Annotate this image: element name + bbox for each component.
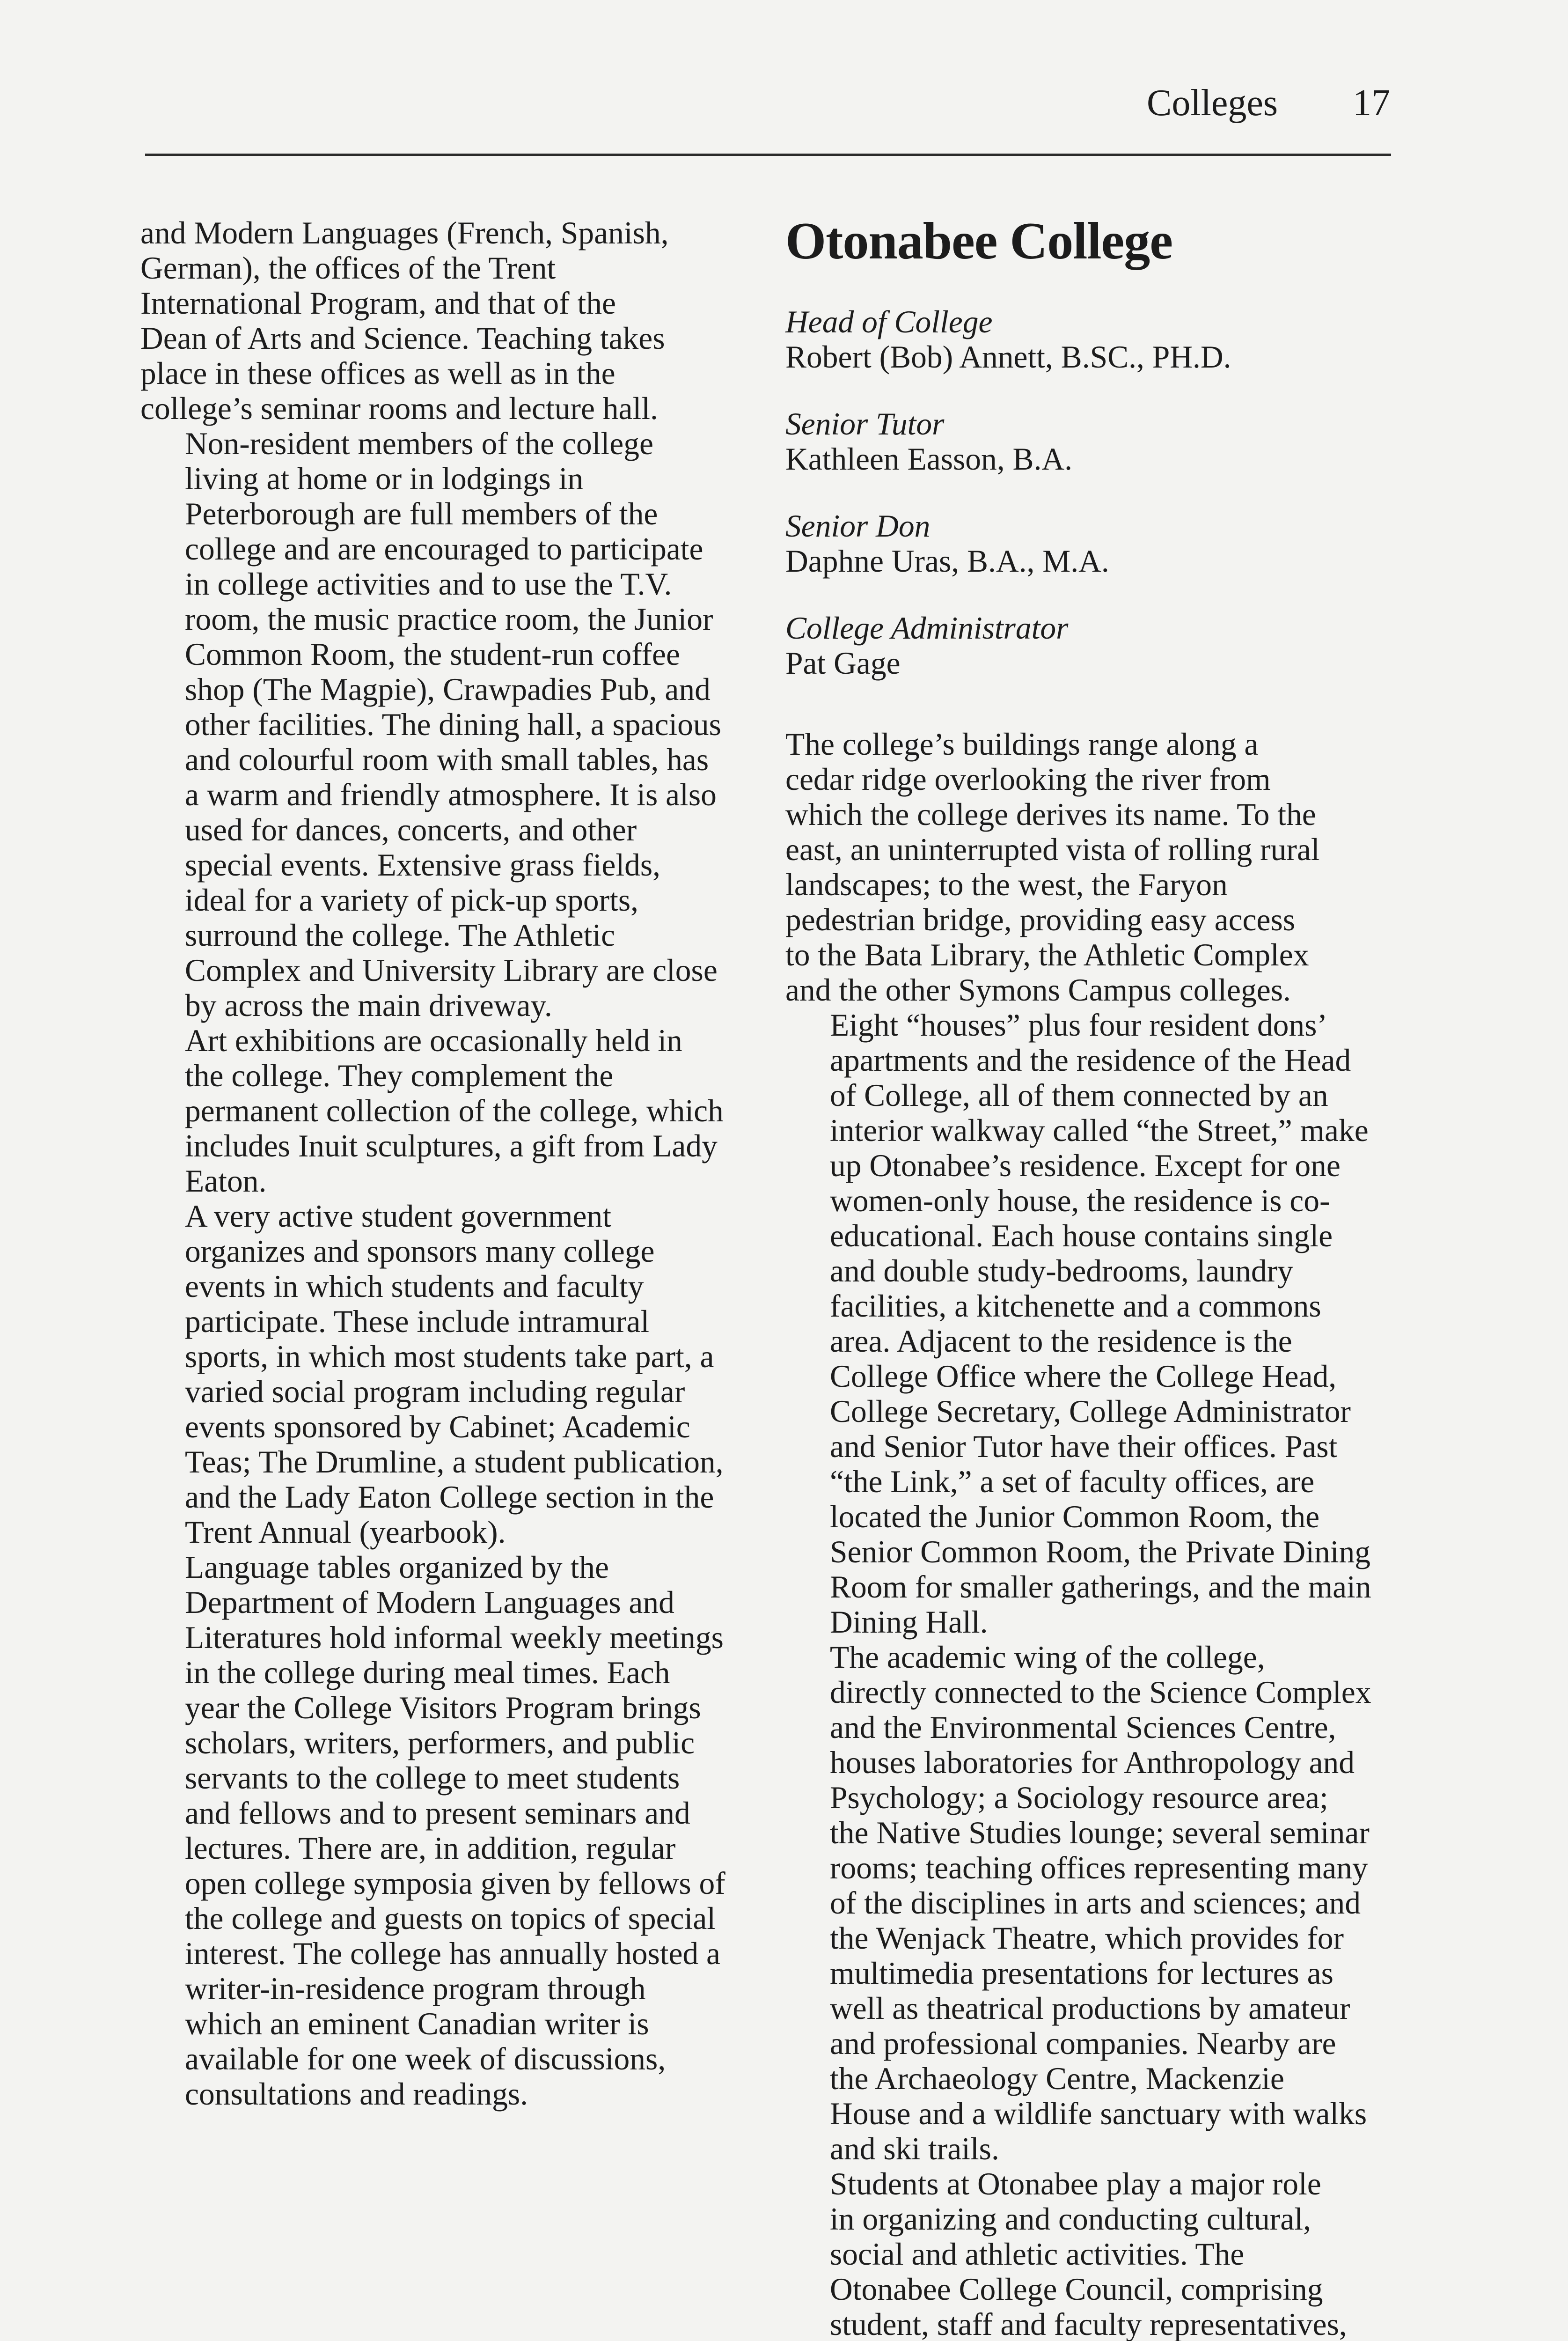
text-line: and ski trails. (830, 2131, 999, 2166)
text-line: which the college derives its name. To the (785, 797, 1316, 832)
text-line: Students at Otonabee play a major role (830, 2166, 1321, 2201)
text-line: servants to the college to meet students (185, 1760, 680, 1796)
text-line: multimedia presentations for lectures as (830, 1956, 1334, 1991)
text-line: Dining Hall. (830, 1605, 988, 1640)
text-line: shop (The Magpie), Crawpadies Pub, and (185, 672, 711, 707)
text-line: area. Adjacent to the residence is the (830, 1324, 1292, 1359)
page-number: 17 (1353, 82, 1390, 124)
paragraph (140, 1199, 744, 1550)
text-line: of College, all of them connected by an (830, 1078, 1328, 1113)
text-line: Peterborough are full members of the (185, 496, 658, 531)
text-line: apartments and the residence of the Head (830, 1043, 1351, 1078)
text-line: interest. The college has annually hosted a (185, 1936, 721, 1971)
text-line: Teas; The Drumline, a student publication, (185, 1444, 724, 1480)
officer-role: Senior Tutor (785, 406, 945, 442)
text-line: and professional companies. Nearby are (830, 2026, 1336, 2061)
text-line: Eaton. (185, 1163, 267, 1199)
text-line: and double study-bedrooms, laundry (830, 1253, 1293, 1288)
text-line: directly connected to the Science Complex (830, 1675, 1371, 1710)
text-line: living at home or in lodgings in (185, 461, 584, 496)
text-line: the college. They complement the (185, 1058, 614, 1093)
text-line: Art exhibitions are occasionally held in (185, 1023, 682, 1058)
text-line: which an eminent Canadian writer is (185, 2006, 649, 2041)
text-line: the Wenjack Theatre, which provides for (830, 1921, 1344, 1956)
text-line: International Program, and that of the (140, 286, 616, 321)
text-line: and colourful room with small tables, has (185, 742, 709, 777)
text-line: varied social program including regular (185, 1374, 685, 1409)
paragraph (140, 215, 744, 426)
text-line: other facilities. The dining hall, a spacious (185, 707, 721, 742)
officer-role: Senior Don (785, 508, 931, 544)
text-line: social and athletic activities. The (830, 2237, 1245, 2272)
paragraph (140, 426, 744, 1023)
text-line: located the Junior Common Room, the (830, 1499, 1320, 1534)
text-line: educational. Each house contains single (830, 1218, 1333, 1253)
text-line: and fellows and to present seminars and (185, 1796, 690, 1831)
text-line: open college symposia given by fellows of (185, 1866, 725, 1901)
text-line: participate. These include intramural (185, 1304, 650, 1339)
text-line: events in which students and faculty (185, 1269, 644, 1304)
text-line: lectures. There are, in addition, regular (185, 1831, 676, 1866)
text-line: includes Inuit sculptures, a gift from Lady (185, 1128, 718, 1163)
header-rule (145, 154, 1391, 156)
text-line: sports, in which most students take part, a (185, 1339, 714, 1374)
officer-entry (785, 406, 1389, 477)
text-line: in college activities and to use the T.V. (185, 567, 672, 602)
text-line: a warm and friendly atmosphere. It is also (185, 777, 717, 812)
text-line: and the Environmental Sciences Centre, (830, 1710, 1336, 1745)
text-line: in the college during meal times. Each (185, 1655, 670, 1690)
officer-entry (785, 508, 1389, 579)
text-line: up Otonabee’s residence. Except for one (830, 1148, 1341, 1183)
text-line: events sponsored by Cabinet; Academic (185, 1409, 690, 1444)
officer-name: Daphne Uras, B.A., M.A. (785, 544, 1109, 579)
text-line: well as theatrical productions by amateur (830, 1991, 1350, 2026)
left-column (140, 215, 744, 2112)
text-line: organizes and sponsors many college (185, 1234, 655, 1269)
text-line: Complex and University Library are close (185, 953, 718, 988)
text-line: by across the main driveway. (185, 988, 552, 1023)
text-line: used for dances, concerts, and other (185, 812, 637, 847)
text-line: Common Room, the student-run coffee (185, 637, 680, 672)
text-line: facilities, a kitchenette and a commons (830, 1288, 1321, 1324)
right-column-body (785, 727, 1389, 2341)
text-line: and the Lady Eaton College section in the (185, 1480, 714, 1515)
text-line: cedar ridge overlooking the river from (785, 762, 1271, 797)
officer-role: Head of College (785, 304, 993, 339)
text-line: and Modern Languages (French, Spanish, (140, 215, 669, 250)
text-line: permanent collection of the college, which (185, 1093, 724, 1128)
text-line: Department of Modern Languages and (185, 1585, 674, 1620)
text-line: special events. Extensive grass fields, (185, 847, 660, 883)
text-line: student, staff and faculty representatives, (830, 2307, 1347, 2341)
paragraph (785, 727, 1389, 1008)
paragraph (140, 1023, 744, 1199)
officer-name: Robert (Bob) Annett, B.SC., PH.D. (785, 339, 1231, 375)
text-line: writer-in-residence program through (185, 1971, 646, 2006)
text-line: German), the offices of the Trent (140, 250, 556, 286)
officers-list (785, 304, 1389, 681)
text-line: Trent Annual (yearbook). (185, 1515, 506, 1550)
paragraph (140, 1550, 744, 2112)
text-line: College Office where the College Head, (830, 1359, 1337, 1394)
text-line: available for one week of discussions, (185, 2041, 666, 2076)
text-line: to the Bata Library, the Athletic Complex (785, 937, 1309, 972)
text-line: east, an uninterrupted vista of rolling rural (785, 832, 1320, 867)
text-line: college’s seminar rooms and lecture hall. (140, 391, 658, 426)
text-line: Dean of Arts and Science. Teaching takes (140, 321, 665, 356)
text-line: College Secretary, College Administrator (830, 1394, 1351, 1429)
text-line: Psychology; a Sociology resource area; (830, 1780, 1328, 1815)
running-header (1147, 80, 1390, 126)
paragraph (785, 2166, 1389, 2341)
text-line: surround the college. The Athletic (185, 918, 615, 953)
officer-entry (785, 304, 1389, 375)
paragraph (785, 1640, 1389, 2166)
text-line: consultations and readings. (185, 2076, 528, 2112)
text-line: houses laboratories for Anthropology and (830, 1745, 1355, 1780)
text-line: Literatures hold informal weekly meetings (185, 1620, 724, 1655)
text-line: Non-resident members of the college (185, 426, 653, 461)
text-line: scholars, writers, performers, and public (185, 1725, 695, 1760)
text-line: year the College Visitors Program brings (185, 1690, 701, 1725)
text-line: Senior Common Room, the Private Dining (830, 1534, 1370, 1569)
text-line: rooms; teaching offices representing many (830, 1850, 1368, 1885)
right-column (785, 212, 1389, 2341)
text-line: landscapes; to the west, the Faryon (785, 867, 1228, 902)
text-line: Otonabee College Council, comprising (830, 2272, 1323, 2307)
text-line: Eight “houses” plus four resident dons’ (830, 1008, 1327, 1043)
text-line: ideal for a variety of pick-up sports, (185, 883, 639, 918)
text-line: the college and guests on topics of special (185, 1901, 716, 1936)
text-line: “the Link,” a set of faculty offices, are (830, 1464, 1315, 1499)
text-line: The academic wing of the college, (830, 1640, 1265, 1675)
text-line: of the disciplines in arts and sciences; and (830, 1885, 1361, 1921)
text-line: the Archaeology Centre, Mackenzie (830, 2061, 1284, 2096)
text-line: room, the music practice room, the Junior (185, 602, 713, 637)
text-line: pedestrian bridge, providing easy access (785, 902, 1295, 937)
text-line: the Native Studies lounge; several seminar (830, 1815, 1370, 1850)
text-line: Language tables organized by the (185, 1550, 609, 1585)
running-header-section: Colleges (1147, 82, 1278, 124)
text-line: in organizing and conducting cultural, (830, 2201, 1311, 2237)
paragraph (785, 1008, 1389, 1640)
text-line: Room for smaller gatherings, and the main (830, 1569, 1371, 1605)
text-line: A very active student government (185, 1199, 611, 1234)
text-line: place in these offices as well as in the (140, 356, 615, 391)
text-line: interior walkway called “the Street,” make (830, 1113, 1369, 1148)
text-line: and Senior Tutor have their offices. Past (830, 1429, 1338, 1464)
text-line: The college’s buildings range along a (785, 727, 1259, 762)
officer-entry (785, 611, 1389, 681)
text-line: House and a wildlife sanctuary with walks (830, 2096, 1367, 2131)
officer-name: Pat Gage (785, 646, 901, 681)
officer-role: College Administrator (785, 611, 1069, 646)
officer-name: Kathleen Easson, B.A. (785, 442, 1073, 477)
text-line: college and are encouraged to participate (185, 531, 703, 567)
text-line: and the other Symons Campus colleges. (785, 972, 1291, 1008)
text-line: women-only house, the residence is co- (830, 1183, 1330, 1218)
college-heading: Otonabee College (785, 212, 1172, 270)
